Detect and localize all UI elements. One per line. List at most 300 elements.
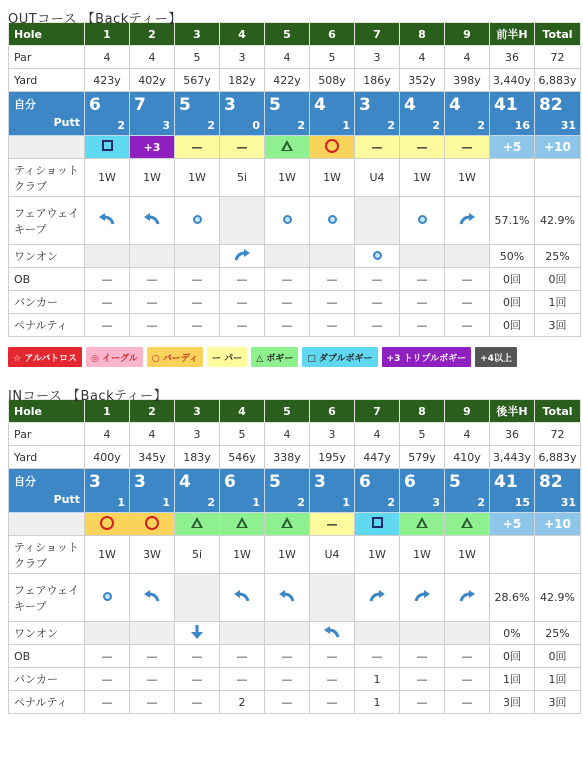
teeshot-label-1: ティショット	[14, 540, 79, 554]
mark-label	[9, 136, 85, 159]
putt-count: 1	[342, 496, 350, 509]
ob-cell: —	[355, 268, 400, 291]
teeshot-club-cell: U4	[310, 536, 355, 574]
bunker-row	[9, 291, 581, 314]
oneon-cell	[355, 622, 400, 645]
yard-cell: 447y	[355, 446, 400, 469]
teeshot-label-2: クラブ	[14, 556, 47, 570]
curve-right-arrow-icon	[458, 212, 476, 226]
fairway-label	[9, 574, 85, 622]
bunker-cell: —	[175, 668, 220, 691]
bogey-triangle-icon	[416, 517, 428, 528]
teeshot-club-cell: 1W	[130, 159, 175, 197]
score-mark-cell	[85, 136, 130, 159]
stroke-count: 5	[269, 95, 281, 115]
fairway-cell: 42.9%	[535, 197, 581, 245]
par-cell: 3	[175, 423, 220, 446]
par-cell: 4	[85, 46, 130, 69]
par-cell: 3	[310, 423, 355, 446]
bunker-cell: —	[400, 668, 445, 691]
teeshot-club-cell: 1W	[400, 536, 445, 574]
fairway-cell	[220, 197, 265, 245]
par-row	[9, 423, 581, 446]
yard-cell: 338y	[265, 446, 310, 469]
score-cell	[355, 92, 400, 136]
score-mark-text: —	[371, 140, 383, 154]
score-mark-cell	[130, 513, 175, 536]
fairway-cell	[265, 197, 310, 245]
teeshot-club-cell: 1W	[265, 536, 310, 574]
ob-cell: —	[445, 268, 490, 291]
stroke-count: 6	[89, 95, 101, 115]
oneon-label: ワンオン	[9, 622, 85, 645]
bunker-cell: —	[220, 668, 265, 691]
fairway-cell	[130, 197, 175, 245]
fairway-cell	[355, 574, 400, 622]
par-cell: 3	[355, 46, 400, 69]
penalty-cell: —	[265, 691, 310, 714]
header-cell: 5	[265, 400, 310, 423]
putt-count: 2	[297, 496, 305, 509]
header-cell: 前半H	[490, 23, 535, 46]
score-cell	[400, 469, 445, 513]
score-mark-cell	[175, 513, 220, 536]
penalty-cell: —	[220, 314, 265, 337]
penalty-cell: —	[175, 691, 220, 714]
curve-left-arrow-icon	[233, 589, 251, 603]
teeshot-club-cell: 1W	[445, 159, 490, 197]
penalty-row	[9, 314, 581, 337]
teeshot-club-cell: 1W	[85, 159, 130, 197]
fairway-cell	[310, 197, 355, 245]
par-cell: 72	[535, 423, 581, 446]
in-scorecard	[8, 399, 581, 714]
ob-cell: 0回	[535, 645, 581, 668]
header-cell: 1	[85, 23, 130, 46]
ob-cell: —	[310, 645, 355, 668]
header-cell: 3	[175, 400, 220, 423]
curve-left-arrow-icon	[278, 589, 296, 603]
ob-cell: —	[85, 268, 130, 291]
score-mark-row	[9, 513, 581, 536]
par-cell: 4	[355, 423, 400, 446]
putt-count: 31	[560, 119, 576, 132]
fairway-cell	[85, 197, 130, 245]
fairway-label-1: フェアウェイ	[14, 583, 80, 597]
bunker-cell: 1回	[535, 291, 581, 314]
penalty-row	[9, 691, 581, 714]
yard-cell: 3,440y	[490, 69, 535, 92]
header-cell: 2	[130, 400, 175, 423]
putt-count: 3	[162, 119, 170, 132]
ob-cell: —	[175, 268, 220, 291]
stroke-count: 5	[449, 472, 461, 492]
putt-label-text: Putt	[53, 493, 80, 506]
score-mark-text: +3	[143, 140, 161, 154]
bunker-cell: —	[445, 668, 490, 691]
legend-item: ◎ イーグル	[86, 347, 143, 367]
bunker-cell: —	[175, 291, 220, 314]
header-cell: 3	[175, 23, 220, 46]
score-mark-cell	[400, 513, 445, 536]
putt-count: 15	[514, 496, 530, 509]
stroke-count: 41	[494, 95, 518, 115]
par-cell: 72	[535, 46, 581, 69]
stroke-count: 41	[494, 472, 518, 492]
yard-cell: 182y	[220, 69, 265, 92]
penalty-cell: 1	[355, 691, 400, 714]
ob-cell: —	[175, 645, 220, 668]
teeshot-club-cell: 1W	[265, 159, 310, 197]
oneon-cell	[175, 622, 220, 645]
penalty-label: ペナルティ	[9, 314, 85, 337]
ob-cell: —	[445, 645, 490, 668]
double-bogey-square-icon	[102, 140, 113, 151]
par-cell: 4	[85, 423, 130, 446]
putt-count: 2	[432, 119, 440, 132]
ob-cell: —	[130, 268, 175, 291]
putt-count: 1	[162, 496, 170, 509]
teeshot-row	[9, 536, 581, 574]
putt-count: 0	[252, 119, 260, 132]
score-mark-cell	[400, 136, 445, 159]
oneon-row	[9, 245, 581, 268]
header-label: Hole	[9, 23, 85, 46]
header-cell: 2	[130, 23, 175, 46]
stroke-count: 6	[404, 472, 416, 492]
ob-cell: —	[220, 645, 265, 668]
teeshot-club-cell: 3W	[130, 536, 175, 574]
fairway-label	[9, 197, 85, 245]
score-cell	[85, 92, 130, 136]
score-cell	[265, 469, 310, 513]
yard-cell: 579y	[400, 446, 445, 469]
bunker-cell: —	[265, 668, 310, 691]
penalty-cell: 3回	[490, 691, 535, 714]
legend-item: ○ バーディ	[147, 347, 203, 367]
penalty-cell: —	[175, 314, 220, 337]
yard-cell: 183y	[175, 446, 220, 469]
yard-cell: 6,883y	[535, 69, 581, 92]
yard-cell: 567y	[175, 69, 220, 92]
score-mark-cell	[355, 513, 400, 536]
par-label: Par	[9, 423, 85, 446]
ob-cell: —	[130, 645, 175, 668]
oneon-cell	[400, 245, 445, 268]
mark-label	[9, 513, 85, 536]
curve-right-arrow-icon	[368, 589, 386, 603]
putt-count: 2	[477, 496, 485, 509]
fairway-label-2: キープ	[14, 222, 47, 236]
oneon-cell	[355, 245, 400, 268]
par-cell: 4	[400, 46, 445, 69]
fairway-label-1: フェアウェイ	[14, 206, 80, 220]
yard-cell: 508y	[310, 69, 355, 92]
ob-label: OB	[9, 645, 85, 668]
birdie-circle-icon	[145, 516, 159, 530]
oneon-cell	[220, 622, 265, 645]
fairway-cell	[400, 197, 445, 245]
score-mark-cell	[220, 136, 265, 159]
putt-label-text: Putt	[53, 116, 80, 129]
fairway-cell	[310, 574, 355, 622]
score-mark-text: —	[191, 140, 203, 154]
bogey-triangle-icon	[191, 517, 203, 528]
stroke-count: 3	[89, 472, 101, 492]
ob-row	[9, 268, 581, 291]
relative-total: +5	[490, 136, 535, 159]
fairway-center-icon	[418, 215, 427, 224]
yard-cell: 186y	[355, 69, 400, 92]
ob-cell: —	[85, 645, 130, 668]
legend-item: ー パー	[207, 347, 247, 367]
teeshot-club-cell: 1W	[355, 536, 400, 574]
putt-count: 2	[297, 119, 305, 132]
header-cell: 6	[310, 400, 355, 423]
yard-cell: 345y	[130, 446, 175, 469]
fairway-cell	[85, 574, 130, 622]
putt-count: 2	[207, 496, 215, 509]
yard-cell: 3,443y	[490, 446, 535, 469]
score-legend	[8, 347, 583, 367]
header-cell: 8	[400, 400, 445, 423]
score-mark-cell	[220, 513, 265, 536]
score-cell	[175, 469, 220, 513]
fairway-cell	[175, 197, 220, 245]
penalty-cell: 2	[220, 691, 265, 714]
out-scorecard	[8, 22, 581, 337]
legend-item: □ ダブルボギー	[302, 347, 377, 367]
header-cell: 9	[445, 400, 490, 423]
self-label	[9, 469, 85, 513]
teeshot-club-cell: U4	[355, 159, 400, 197]
score-mark-row	[9, 136, 581, 159]
putt-count: 1	[342, 119, 350, 132]
yard-cell: 6,883y	[535, 446, 581, 469]
teeshot-club-cell: 1W	[310, 159, 355, 197]
yard-cell: 398y	[445, 69, 490, 92]
score-mark-cell	[355, 136, 400, 159]
oneon-cell: 50%	[490, 245, 535, 268]
fairway-row	[9, 197, 581, 245]
self-label-text: 自分	[14, 98, 36, 111]
ob-cell: 0回	[535, 268, 581, 291]
score-cell	[130, 92, 175, 136]
fairway-label-2: キープ	[14, 599, 47, 613]
bunker-cell: —	[310, 668, 355, 691]
bunker-cell: —	[400, 291, 445, 314]
score-mark-cell	[85, 513, 130, 536]
penalty-cell: —	[310, 691, 355, 714]
score-cell	[220, 469, 265, 513]
fairway-center-icon	[283, 215, 292, 224]
stroke-count: 6	[224, 472, 236, 492]
penalty-cell: —	[130, 691, 175, 714]
fairway-cell	[220, 574, 265, 622]
header-cell: 1	[85, 400, 130, 423]
putt-count: 2	[207, 119, 215, 132]
self-label-text: 自分	[14, 475, 36, 488]
fairway-cell	[445, 197, 490, 245]
score-cell	[310, 92, 355, 136]
penalty-cell: —	[445, 314, 490, 337]
ob-cell: —	[355, 645, 400, 668]
bunker-cell: —	[130, 668, 175, 691]
fairway-cell: 57.1%	[490, 197, 535, 245]
score-cell	[310, 469, 355, 513]
ob-cell: —	[220, 268, 265, 291]
putt-count: 2	[387, 496, 395, 509]
relative-total: +10	[535, 513, 581, 536]
yard-cell: 422y	[265, 69, 310, 92]
score-cell	[175, 92, 220, 136]
oneon-cell	[310, 622, 355, 645]
score-cell	[220, 92, 265, 136]
header-label: Hole	[9, 400, 85, 423]
putt-count: 16	[514, 119, 530, 132]
score-mark-cell	[265, 513, 310, 536]
score-mark-text: —	[461, 140, 473, 154]
oneon-cell	[85, 245, 130, 268]
oneon-cell	[265, 622, 310, 645]
ob-cell: —	[310, 268, 355, 291]
fairway-cell: 42.9%	[535, 574, 581, 622]
fairway-center-icon	[373, 251, 382, 260]
teeshot-club-cell	[490, 536, 535, 574]
relative-total: +5	[490, 513, 535, 536]
fairway-cell	[355, 197, 400, 245]
penalty-cell: —	[310, 314, 355, 337]
fairway-center-icon	[103, 592, 112, 601]
ob-cell: —	[400, 268, 445, 291]
score-cell	[130, 469, 175, 513]
oneon-cell	[265, 245, 310, 268]
bogey-triangle-icon	[281, 140, 293, 151]
bunker-row	[9, 668, 581, 691]
oneon-cell: 25%	[535, 245, 581, 268]
score-cell	[535, 469, 581, 513]
relative-total: +10	[535, 136, 581, 159]
down-arrow-icon	[188, 625, 206, 639]
penalty-cell: —	[265, 314, 310, 337]
yard-label: Yard	[9, 69, 85, 92]
in-course-title: INコース 【Backティー】	[8, 389, 168, 404]
birdie-circle-icon	[100, 516, 114, 530]
bunker-label: バンカー	[9, 668, 85, 691]
stroke-count: 5	[179, 95, 191, 115]
score-cell	[85, 469, 130, 513]
legend-item: ☆ アルバトロス	[8, 347, 82, 367]
par-cell: 5	[175, 46, 220, 69]
oneon-cell	[220, 245, 265, 268]
score-cell	[535, 92, 581, 136]
header-cell: Total	[535, 23, 581, 46]
score-cell	[490, 92, 535, 136]
penalty-cell: —	[355, 314, 400, 337]
score-mark-cell	[445, 136, 490, 159]
bunker-cell: —	[265, 291, 310, 314]
par-cell: 36	[490, 423, 535, 446]
self-score-row	[9, 92, 581, 136]
ob-cell: —	[400, 645, 445, 668]
ob-cell: 0回	[490, 268, 535, 291]
teeshot-label-1: ティショット	[14, 163, 79, 177]
fairway-cell	[175, 574, 220, 622]
score-cell	[490, 469, 535, 513]
oneon-cell: 25%	[535, 622, 581, 645]
score-mark-cell	[265, 136, 310, 159]
stroke-count: 4	[314, 95, 326, 115]
teeshot-label-2: クラブ	[14, 179, 47, 193]
oneon-cell	[400, 622, 445, 645]
stroke-count: 4	[179, 472, 191, 492]
oneon-cell	[130, 245, 175, 268]
yard-cell: 400y	[85, 446, 130, 469]
bunker-cell: —	[130, 291, 175, 314]
teeshot-club-cell: 1W	[220, 536, 265, 574]
oneon-label: ワンオン	[9, 245, 85, 268]
putt-count: 31	[560, 496, 576, 509]
par-cell: 36	[490, 46, 535, 69]
par-cell: 3	[220, 46, 265, 69]
self-label	[9, 92, 85, 136]
yard-cell: 410y	[445, 446, 490, 469]
teeshot-label	[9, 536, 85, 574]
bogey-triangle-icon	[461, 517, 473, 528]
fairway-center-icon	[193, 215, 202, 224]
teeshot-club-cell: 5i	[175, 536, 220, 574]
bunker-cell: —	[445, 291, 490, 314]
teeshot-row	[9, 159, 581, 197]
header-cell: Total	[535, 400, 581, 423]
score-cell	[445, 92, 490, 136]
stroke-count: 5	[269, 472, 281, 492]
double-bogey-square-icon	[372, 517, 383, 528]
bunker-cell: 0回	[490, 291, 535, 314]
bunker-cell: —	[220, 291, 265, 314]
curve-left-arrow-icon	[98, 212, 116, 226]
oneon-cell	[175, 245, 220, 268]
teeshot-club-cell	[535, 159, 581, 197]
bunker-cell: —	[310, 291, 355, 314]
stroke-count: 82	[539, 95, 563, 115]
bunker-cell: 1	[355, 668, 400, 691]
yard-cell: 195y	[310, 446, 355, 469]
par-cell: 4	[265, 423, 310, 446]
par-cell: 4	[130, 423, 175, 446]
ob-cell: 0回	[490, 645, 535, 668]
bogey-triangle-icon	[236, 517, 248, 528]
stroke-count: 4	[404, 95, 416, 115]
score-mark-cell	[310, 513, 355, 536]
stroke-count: 7	[134, 95, 146, 115]
ob-cell: —	[265, 645, 310, 668]
self-score-row	[9, 469, 581, 513]
par-cell: 4	[445, 423, 490, 446]
curve-right-arrow-icon	[233, 248, 251, 262]
oneon-cell	[310, 245, 355, 268]
score-cell	[400, 92, 445, 136]
teeshot-club-cell	[535, 536, 581, 574]
putt-count: 1	[252, 496, 260, 509]
score-mark-text: —	[236, 140, 248, 154]
header-cell: 後半H	[490, 400, 535, 423]
par-cell: 4	[130, 46, 175, 69]
par-cell: 5	[400, 423, 445, 446]
curve-right-arrow-icon	[458, 589, 476, 603]
yard-label: Yard	[9, 446, 85, 469]
curve-left-arrow-icon	[143, 212, 161, 226]
